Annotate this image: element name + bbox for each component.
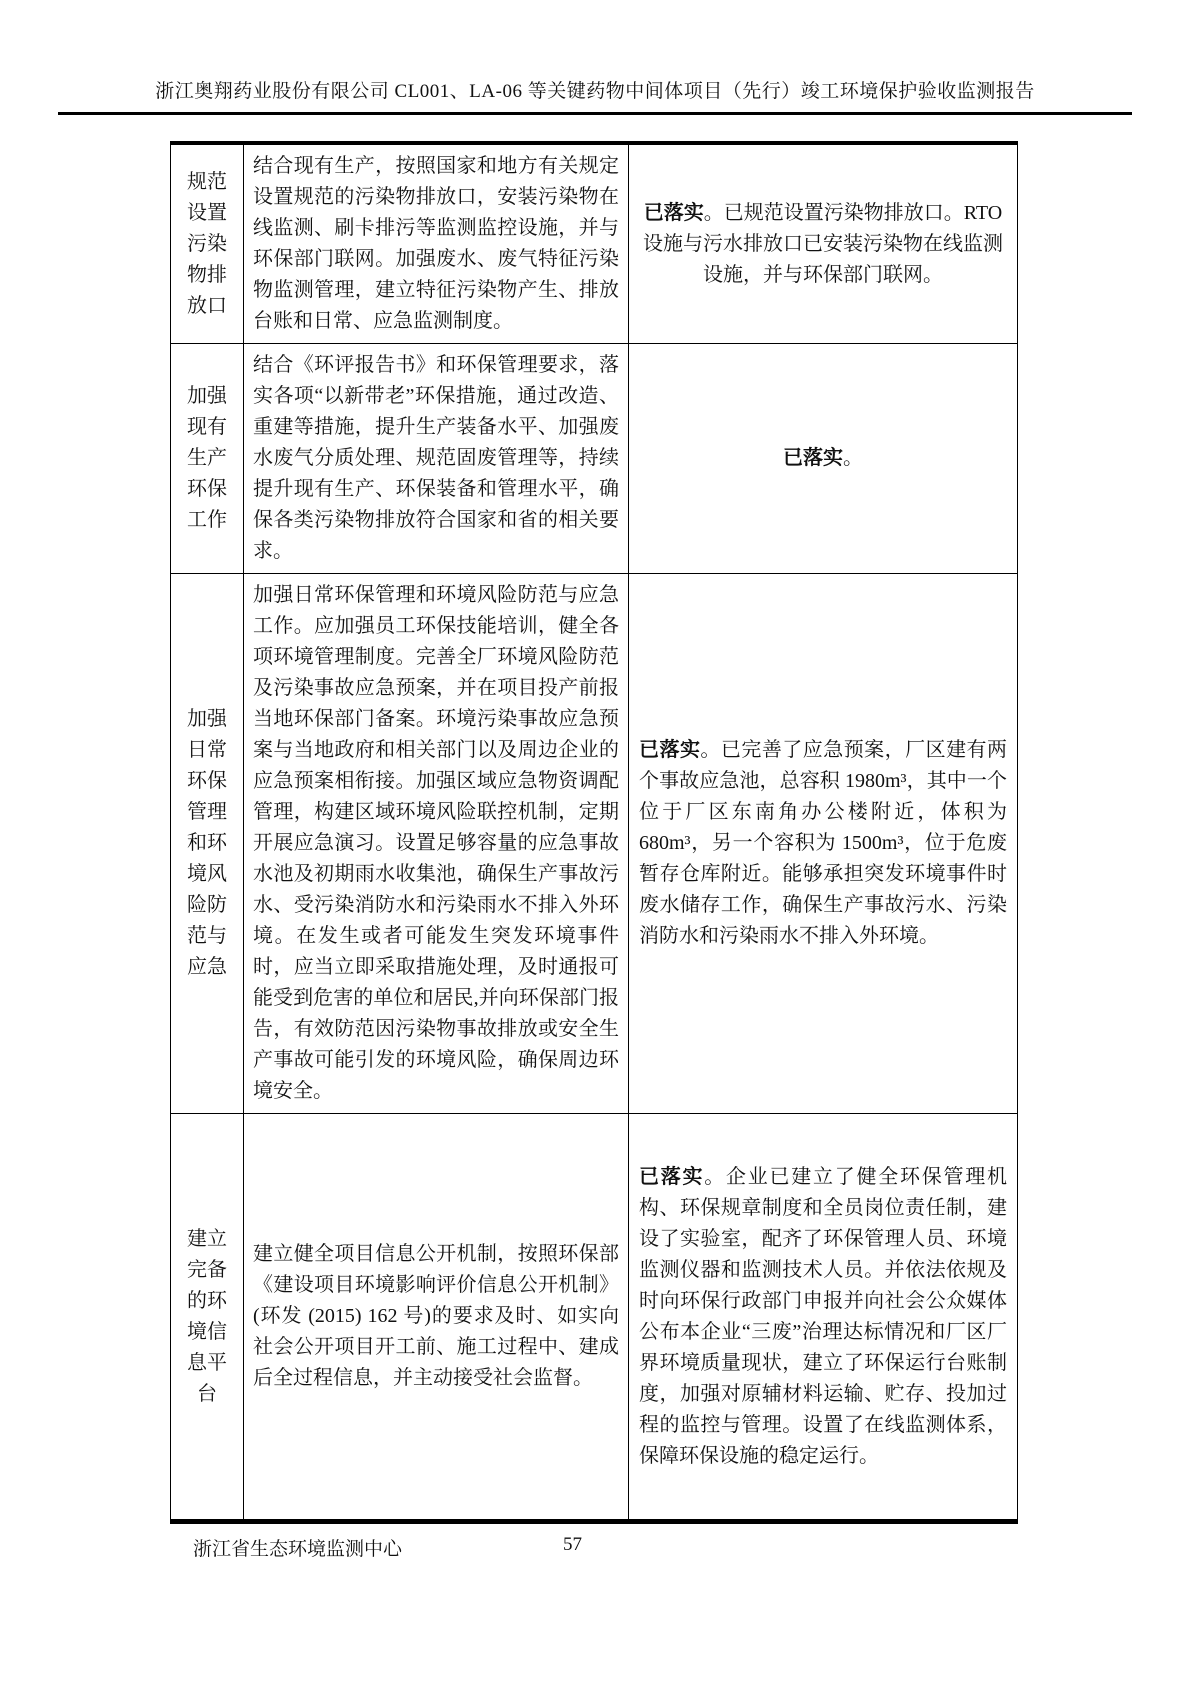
status-label: 已落实 xyxy=(639,1165,705,1188)
status-text: 。 xyxy=(843,447,863,469)
requirement-cell xyxy=(244,574,629,1114)
status-text: 。企业已建立了健全环保管理机构、环保规章制度和全员岗位责任制，建设了实验室，配齐了环保管理人员、环境监测仪器和监测技术人员。并依法依规及时向环保行政部门申报并向社会公众媒体公布本企业“三废”治理达标情况和厂区厂界环境质量现状，建立了环保运行台账制度，加强对原辅材料运输、贮存、投加过程的监控与管理。设置了在线监测体系，保障环保设施的稳定运行。 xyxy=(639,1165,1007,1467)
status-cell xyxy=(629,344,1018,574)
table-row xyxy=(171,574,1018,1114)
page-header-title: 浙江奥翔药业股份有限公司 CL001、LA-06 等关键药物中间体项目（先行）竣工环境保护验收监测报告 xyxy=(155,81,1035,102)
row-label: 加强日常环保管理和环境风险防范与应急 xyxy=(187,708,227,978)
page-number: 57 xyxy=(563,1534,582,1555)
status-text: 。已完善了应急预案，厂区建有两个事故应急池，总容积 1980m³，其中一个位于厂区东南角办公楼附近，体积为 680m³，另一个容积为 1500m³，位于危废暂存仓库附近。能够承担突发环境事件时废水储存工作，确保生产事故污水、污染消防水和污染雨水不排入外环境。 xyxy=(639,739,1008,947)
table-row xyxy=(171,1114,1018,1522)
label-cell xyxy=(171,574,244,1114)
status-cell xyxy=(629,1114,1018,1522)
requirement-cell xyxy=(244,344,629,574)
footer-organization: 浙江省生态环境监测中心 xyxy=(193,1539,403,1560)
table-row xyxy=(171,143,1018,344)
requirement-cell xyxy=(244,143,629,344)
status-label: 已落实 xyxy=(643,201,704,224)
row-label: 建立完备的环境信息平台 xyxy=(187,1227,227,1405)
row-label: 规范设置污染物排放口 xyxy=(187,170,227,317)
requirement-text: 建立健全项目信息公开机制，按照环保部《建设项目环境影响评价信息公开机制》(环发 (2015) 162 号)的要求及时、如实向社会公开项目开工前、施工过程中、建成后全过程信息，并主动接受社会监督。 xyxy=(253,1243,619,1389)
requirement-text: 加强日常环保管理和环境风险防范与应急工作。应加强员工环保技能培训，健全各项环境管理制度。完善全厂环境风险防范及污染事故应急预案，并在项目投产前报当地环保部门备案。环境污染事故应急预案与当地政府和相关部门以及周边企业的应急预案相衔接。加强区域应急物资调配管理，构建区域环境风险联控机制，定期开展应急演习。设置足够容量的应急事故水池及初期雨水收集池，确保生产事故污水、受污染消防水和污染雨水不排入外环境。在发生或者可能发生突发环境事件时，应当立即采取措施处理，及时通报可能受到危害的单位和居民,并向环保部门报告，有效防范因污染物事故排放或安全生产事故可能引发的环境风险，确保周边环境安全。 xyxy=(253,584,619,1102)
status-label: 已落实 xyxy=(783,447,843,469)
label-cell xyxy=(171,344,244,574)
requirement-text: 结合《环评报告书》和环保管理要求，落实各项“以新带老”环保措施，通过改造、重建等措施，提升生产装备水平、加强废水废气分质处理、规范固废管理等，持续提升现有生产、环保装备和管理水平，确保各类污染物排放符合国家和省的相关要求。 xyxy=(253,354,619,562)
header-rule xyxy=(58,112,1132,115)
status-label: 已落实 xyxy=(639,739,701,761)
requirement-cell xyxy=(244,1114,629,1522)
label-cell xyxy=(171,1114,244,1522)
status-cell xyxy=(629,143,1018,344)
status-cell xyxy=(629,574,1018,1114)
status-text: 。已规范设置污染物排放口。RTO设施与污水排放口已安装污染物在线监测设施，并与环保部门联网。 xyxy=(643,201,1003,286)
table-row xyxy=(171,344,1018,574)
label-cell xyxy=(171,143,244,344)
row-label: 加强现有生产环保工作 xyxy=(187,385,227,531)
requirements-table xyxy=(170,141,1018,1524)
requirement-text: 结合现有生产，按照国家和地方有关规定设置规范的污染物排放口，安装污染物在线监测、刷卡排污等监测监控设施，并与环保部门联网。加强废水、废气特征污染物监测管理，建立特征污染物产生、排放台账和日常、应急监测制度。 xyxy=(253,155,619,332)
